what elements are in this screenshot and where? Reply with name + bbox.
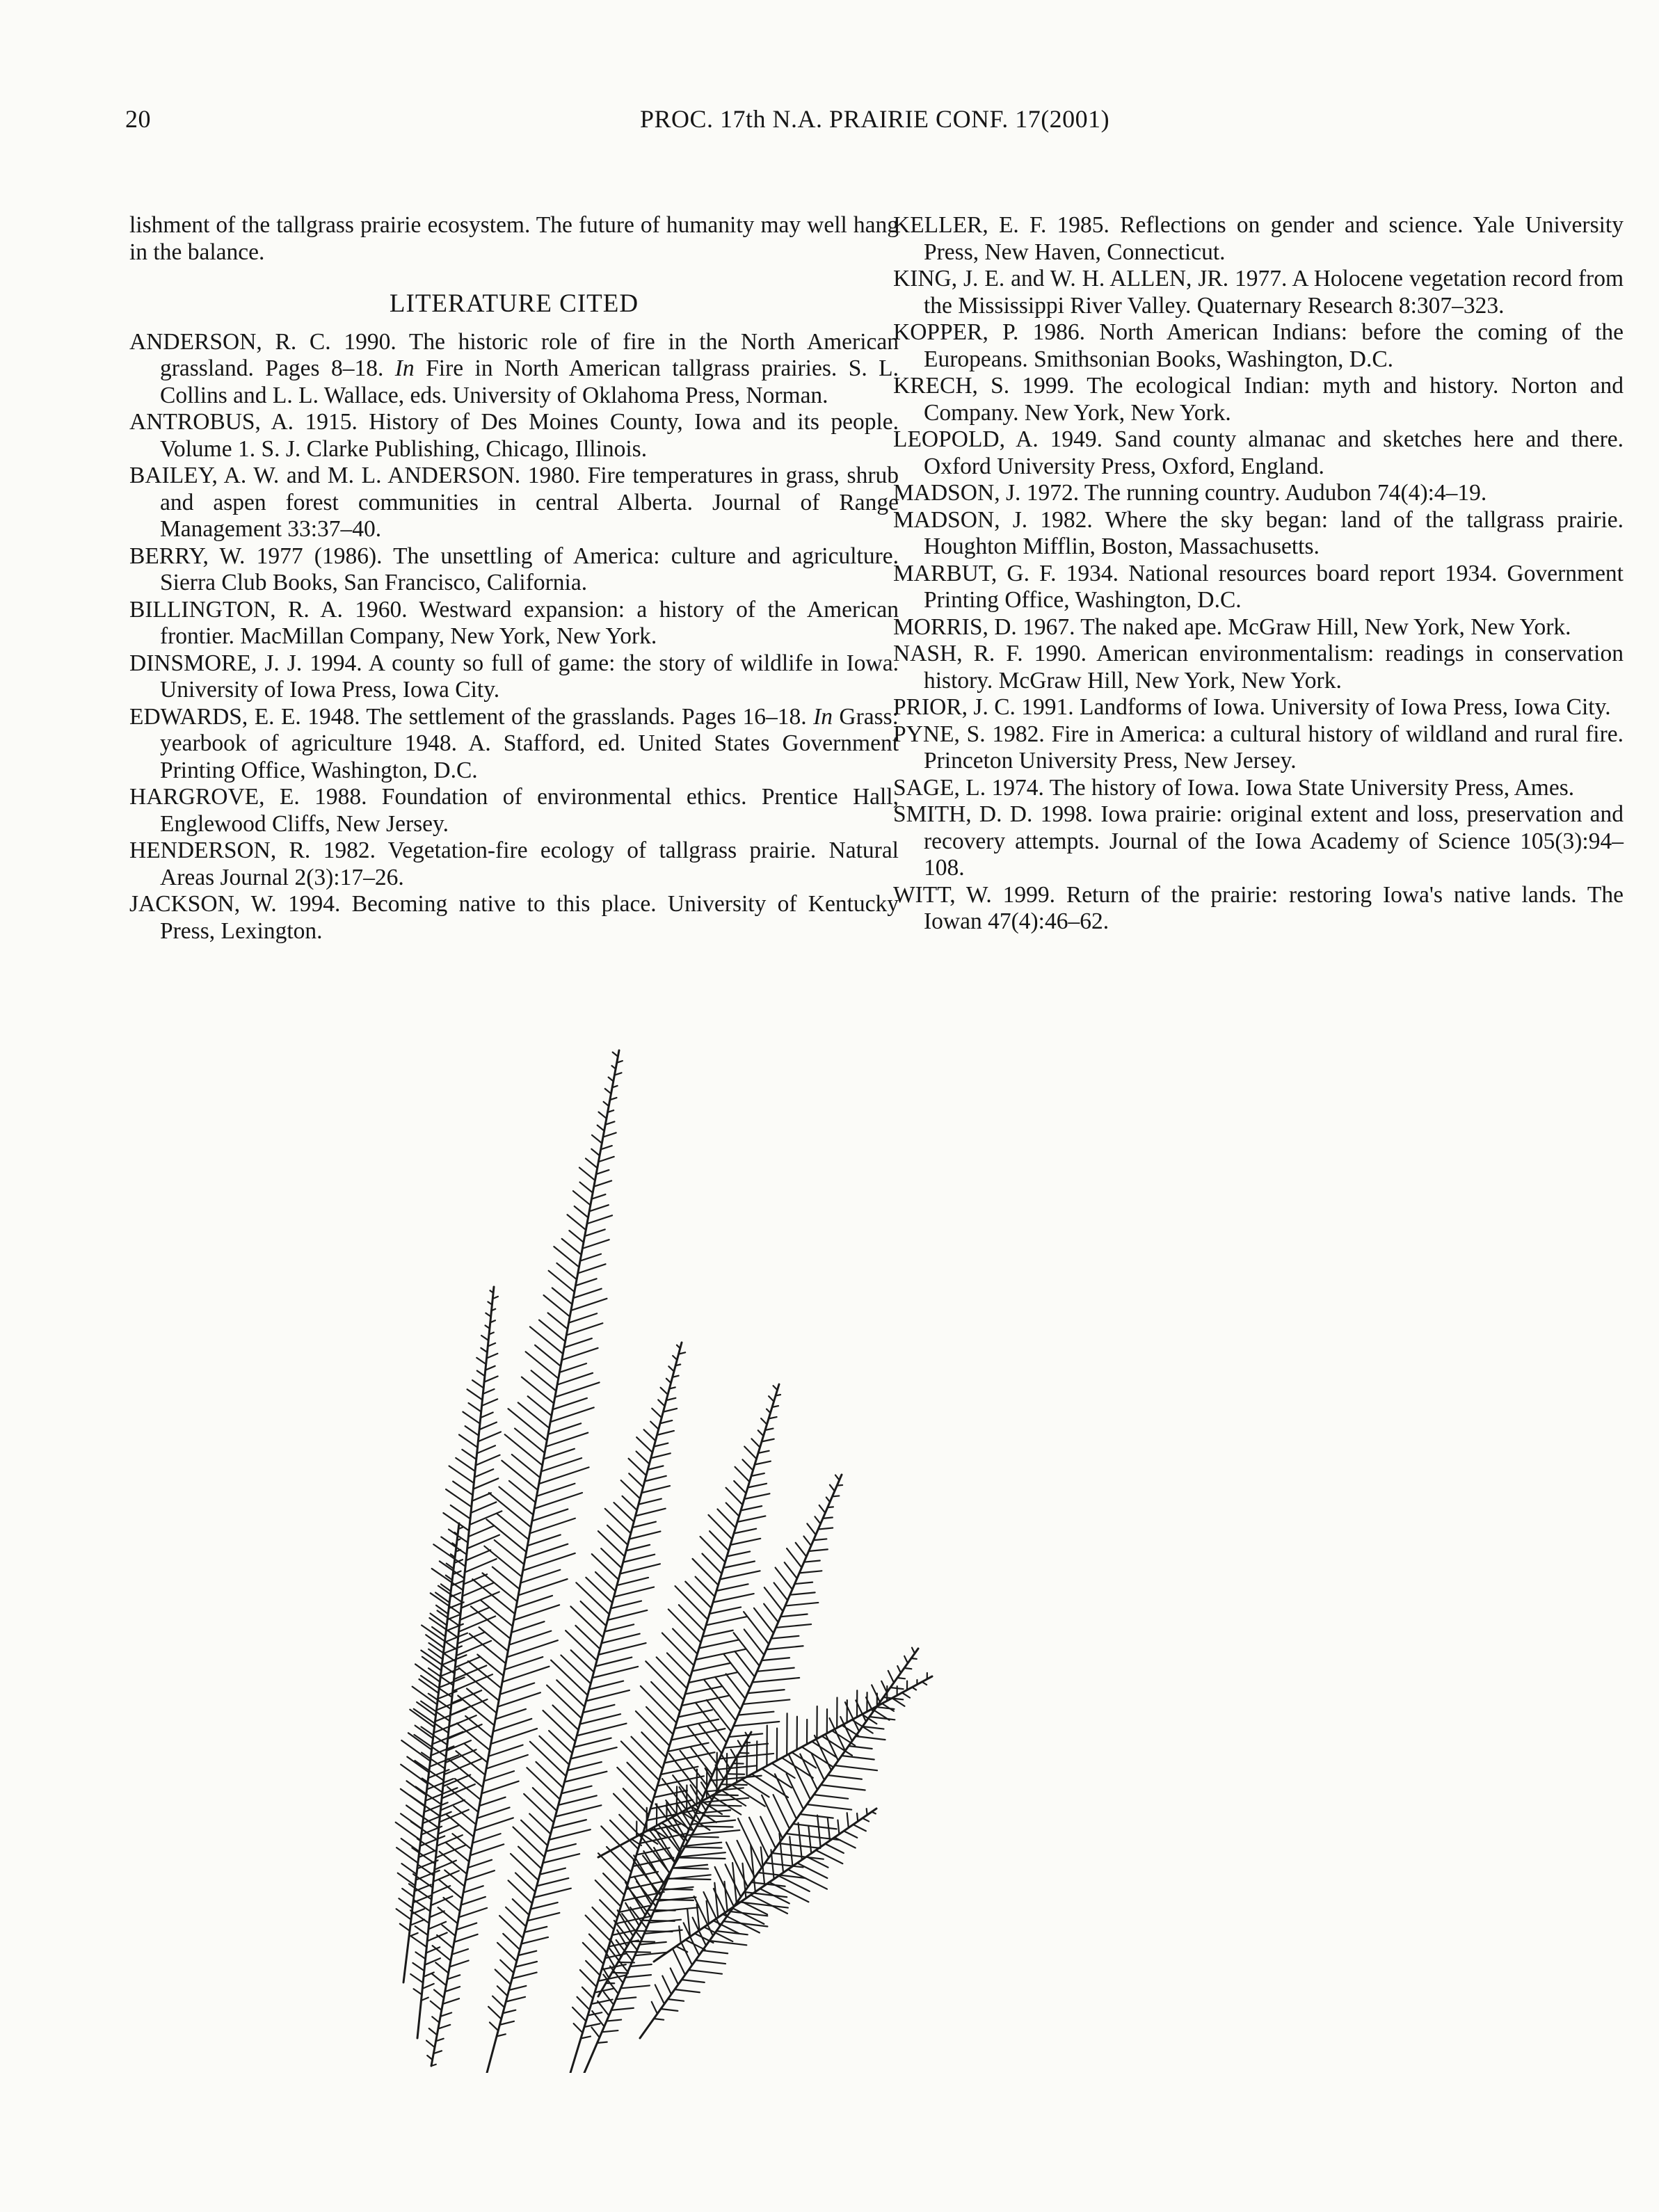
reference-entry: PYNE, S. 1982. Fire in America: a cultural history of wildland and rural fire. Princeton University Press, New Jersey. — [893, 721, 1624, 774]
reference-entry: NASH, R. F. 1990. American environmentalism: readings in conservation history. McGraw Hill, New York, New York. — [893, 641, 1624, 694]
reference-list-left — [129, 329, 899, 945]
reference-entry: ANDERSON, R. C. 1990. The historic role of fire in the North American grassland. Pages 8–18. In Fire in North American tallgrass prairies. S. L. Collins and L. L. Wallace, eds. University of Oklahoma Press, Norman. — [129, 328, 899, 408]
reference-entry: LEOPOLD, A. 1949. Sand county almanac and sketches here and there. Oxford University Press, Oxford, England. — [893, 426, 1624, 479]
reference-entry: MADSON, J. 1972. The running country. Audubon 74(4):4–19. — [893, 480, 1487, 506]
intro-paragraph: lishment of the tallgrass prairie ecosystem. The future of humanity may well hang in the balance. — [129, 212, 899, 265]
reference-entry: HENDERSON, R. 1982. Vegetation-fire ecology of tallgrass prairie. Natural Areas Journal 2(3):17–26. — [129, 837, 899, 890]
reference-entry: HARGROVE, E. 1988. Foundation of environmental ethics. Prentice Hall, Englewood Cliffs, New Jersey. — [129, 784, 899, 837]
reference-entry: MORRIS, D. 1967. The naked ape. McGraw Hill, New York, New York. — [893, 614, 1571, 640]
reference-list-right — [893, 212, 1624, 936]
page-number: 20 — [125, 105, 151, 133]
left-column — [129, 212, 899, 945]
reference-entry: ANTROBUS, A. 1915. History of Des Moines County, Iowa and its people. Volume 1. S. J. Clarke Publishing, Chicago, Illinois. — [129, 409, 899, 462]
reference-entry: SAGE, L. 1974. The history of Iowa. Iowa State University Press, Ames. — [893, 774, 1575, 801]
reference-entry: SMITH, D. D. 1998. Iowa prairie: original extent and loss, preservation and recovery attempts. Journal of the Iowa Academy of Science 105(3):94–108. — [893, 801, 1624, 881]
reference-entry: BAILEY, A. W. and M. L. ANDERSON. 1980. Fire temperatures in grass, shrub and aspen forest communities in central Alberta. Journal of Range Management 33:37–40. — [129, 463, 899, 542]
reference-entry: DINSMORE, J. J. 1994. A county so full of game: the story of wildlife in Iowa. University of Iowa Press, Iowa City. — [129, 650, 899, 703]
reference-entry: WITT, W. 1999. Return of the prairie: restoring Iowa's native lands. The Iowan 47(4):46–62. — [893, 881, 1624, 934]
reference-entry: MADSON, J. 1982. Where the sky began: land of the tallgrass prairie. Houghton Mifflin, Boston, Massachusetts. — [893, 506, 1624, 559]
right-column — [893, 212, 1624, 936]
reference-entry: EDWARDS, E. E. 1948. The settlement of the grasslands. Pages 16–18. In Grass: yearbook of agriculture 1948. A. Stafford, ed. United States Government Printing Office, Washington, D.C. — [129, 703, 899, 783]
reference-entry: KOPPER, P. 1986. North American Indians: before the coming of the Europeans. Smithsonian Books, Washington, D.C. — [893, 319, 1624, 372]
page-header — [125, 104, 1120, 146]
reference-entry: KING, J. E. and W. H. ALLEN, JR. 1977. A Holocene vegetation record from the Mississippi River Valley. Quaternary Research 8:307–323. — [893, 266, 1624, 319]
reference-entry: KRECH, S. 1999. The ecological Indian: myth and history. Norton and Company. New York, New York. — [893, 373, 1624, 426]
reference-entry: JACKSON, W. 1994. Becoming native to this place. University of Kentucky Press, Lexington. — [129, 891, 899, 944]
reference-entry: BERRY, W. 1977 (1986). The unsettling of America: culture and agriculture. Sierra Club Books, San Francisco, California. — [129, 543, 899, 595]
section-title: LITERATURE CITED — [389, 289, 639, 318]
running-head: PROC. 17th N.A. PRAIRIE CONF. 17(2001) — [640, 105, 1110, 133]
reference-entry: MARBUT, G. F. 1934. National resources board report 1934. Government Printing Office, Washington, D.C. — [893, 560, 1624, 613]
reference-entry: BILLINGTON, R. A. 1960. Westward expansion: a history of the American frontier. MacMillan Company, New York, New York. — [129, 596, 899, 649]
reference-entry: KELLER, E. F. 1985. Reflections on gender and science. Yale University Press, New Haven, Connecticut. — [893, 212, 1624, 265]
reference-entry: PRIOR, J. C. 1991. Landforms of Iowa. University of Iowa Press, Iowa City. — [893, 694, 1611, 720]
prairie-grass-seedheads-icon — [390, 953, 960, 2073]
